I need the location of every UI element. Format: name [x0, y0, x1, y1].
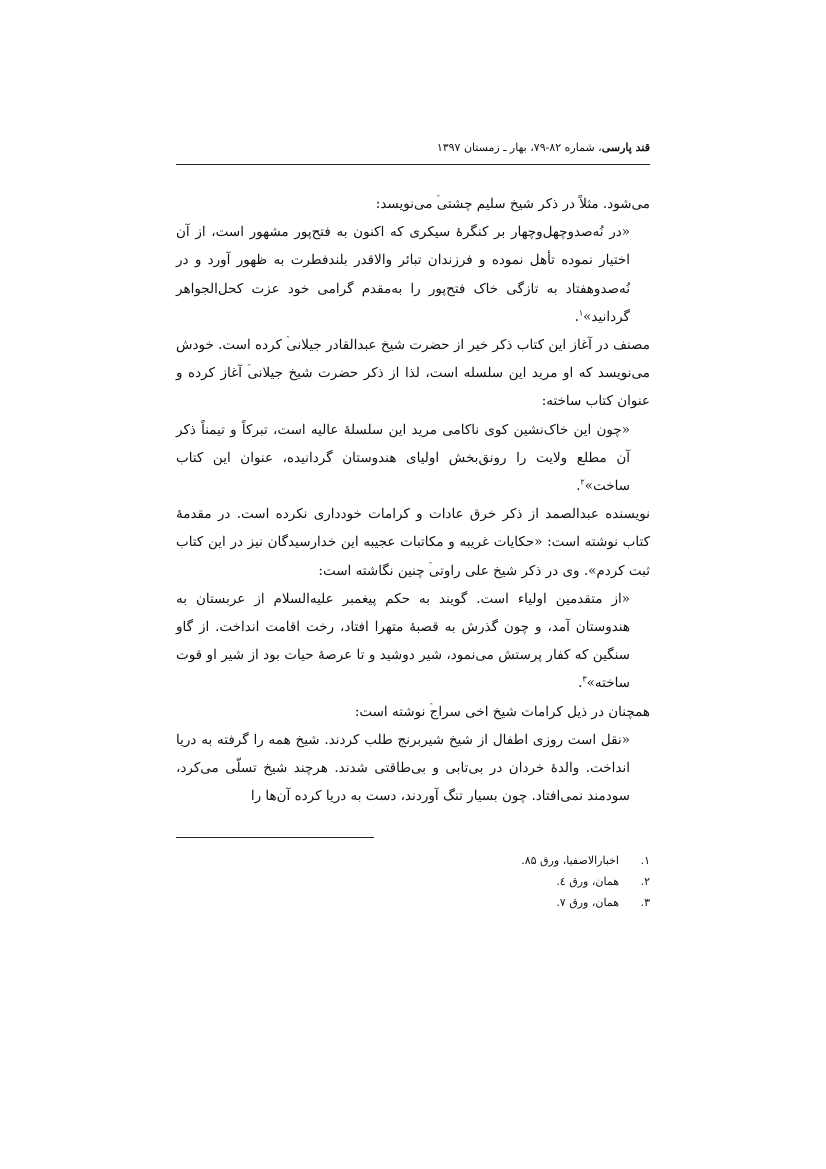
quote-3: «از متقدمین اولیاء است. گویند به حکم پیغمبر علیه‌السلام از عربستان به هندوستان آمد، و چون گذرش به قصبهٔ متهرا افتاد، رخت اقامت انداخت. از گاو سنگین که کفار پرستش می‌نمود، شیر دوشید و تا عرصهٔ حیات بود از شیر او قوت ساخته»$^۳$. — [176, 590, 630, 692]
paragraph-3 — [176, 500, 650, 585]
paragraph-3-text: نویسنده عبدالصمد از ذکر خرق عادات و کرامات خودداری نکرده است. در مقدمهٔ کتاب نوشته است: «حکایات غریبه و مکاتبات عجیبه این خدارسیدگان نیز در این کتاب ثبت کردم». وی در ذکر شیخ علی راوتی — [176, 506, 650, 579]
footnote-ref-2: ۲ — [580, 477, 585, 487]
footnote-ref-3: ۳ — [582, 674, 587, 684]
paragraph-2-text: مصنف در آغاز این کتاب ذکر خیر از حضرت شیخ عبدالقادر جیلانی — [286, 337, 650, 354]
paragraph-2-mid: کرده است. خودش می‌نویسد که او مرید این سلسله است، لذا از ذکر حضرت شیخ جیلانی — [176, 337, 651, 382]
quote-3-text: «از متقدمین اولیاء است. گویند به حکم پیغمبر علیه‌السلام از عربستان به هندوستان آمد، و چون گذرش به قصبهٔ متهرا افتاد، رخت اقامت انداخت. از گاو سنگین که کفار پرستش می‌نمود، شیر دوشید و تا عرصهٔ حیات بود از شیر او قوت ساخته» — [176, 590, 630, 692]
footnote-text: همان، ورق ٤. — [556, 875, 619, 888]
footnote-number: ۲. — [640, 875, 650, 888]
footnote-1 — [176, 850, 650, 871]
quote-2: «چون این خاک‌نشین کوی ناکامی مرید این سلسلهٔ عالیه است، تبرکاً و تیمناً ذکر آن مطلع ولایت را رونق‌بخش اولیای هندوستان گردانیده، عنوان این کتاب ساخت»$^۲$. — [176, 421, 630, 495]
paragraph-2-end: آغاز کرده و عنوان کتاب ساخته: — [176, 365, 650, 410]
paragraph-3-end: چنین نگاشته است: — [318, 562, 429, 579]
paragraph-1-end: می‌نویسد: — [375, 196, 437, 212]
paragraph-4-end: نوشته است: — [354, 703, 430, 720]
header-rule — [176, 164, 650, 165]
quote-2-text: «چون این خاک‌نشین کوی ناکامی مرید این سلسلهٔ عالیه است، تبرکاً و تیمناً ذکر آن مطلع ولایت را رونق‌بخش اولیای هندوستان گردانیده، عنوان این کتاب ساخت» — [176, 421, 630, 495]
running-head — [176, 138, 650, 158]
quote-1-text: «در نُه‌صدوچهل‌وچهار بر کنگرهٔ سیکری که اکنون به فتح‌پور مشهور است، از آن اختیار نموده تأهل نموده و فرزندان تبائر والاقدر بلندفطرت به ظهور آورد و در نُه‌صدوهفتاد به تازگی خاک فتح‌پور را به‌مقدم گرامی خود عزت کحل‌الجواهر گردانید» — [176, 224, 630, 325]
paragraph-2 — [176, 331, 650, 416]
footnotes — [176, 850, 650, 913]
footnote-rule — [176, 837, 374, 838]
footnote-text: همان، ورق ۷. — [556, 896, 619, 909]
footnote-number: ۱. — [640, 854, 650, 867]
issue-info: ، شماره ۸۲-۷۹، بهار ـ زمستان ۱۳۹۷ — [436, 141, 602, 154]
paragraph-4-text: همچنان در ذیل کرامات شیخ اخی سراج — [429, 703, 650, 720]
footnote-ref-1: ۱ — [578, 308, 584, 318]
journal-name: قند پارسی — [601, 141, 650, 154]
quote-4-text: «نقل است روزی اطفال از شیخ شیربرنج طلب کردند. شیخ همه را گرفته به دریا انداخت. والدهٔ خردان در بی‌تابی و بی‌طاقتی شدند. هرچند شیخ تسلّی می‌کرد، سودمند نمی‌افتاد. چون بسیار تنگ آوردند، دست به دریا کرده آن‌ها را — [176, 731, 630, 805]
article-body — [176, 190, 650, 810]
paragraph-1 — [176, 190, 650, 218]
footnote-3 — [176, 892, 650, 913]
page — [176, 138, 650, 938]
footnote-2 — [176, 871, 650, 892]
footnote-number: ۳. — [640, 896, 650, 909]
quote-4 — [176, 726, 650, 811]
footnote-text: اخبارالاصفیا، ورق ۸۵. — [521, 854, 619, 867]
paragraph-1-text: می‌شود. مثلاً در ذکر شیخ سلیم چشتی — [436, 196, 650, 212]
paragraph-4 — [176, 698, 650, 726]
quote-1: «در نُه‌صدوچهل‌وچهار بر کنگرهٔ سیکری که اکنون به فتح‌پور مشهور است، از آن اختیار نموده تأهل نموده و فرزندان تبائر والاقدر بلندفطرت به ظهور آورد و در نُه‌صدوهفتاد به تازگی خاک فتح‌پور را به‌مقدم گرامی خود عزت کحل‌الجواهر گردانید»$^۱$. — [176, 224, 630, 325]
